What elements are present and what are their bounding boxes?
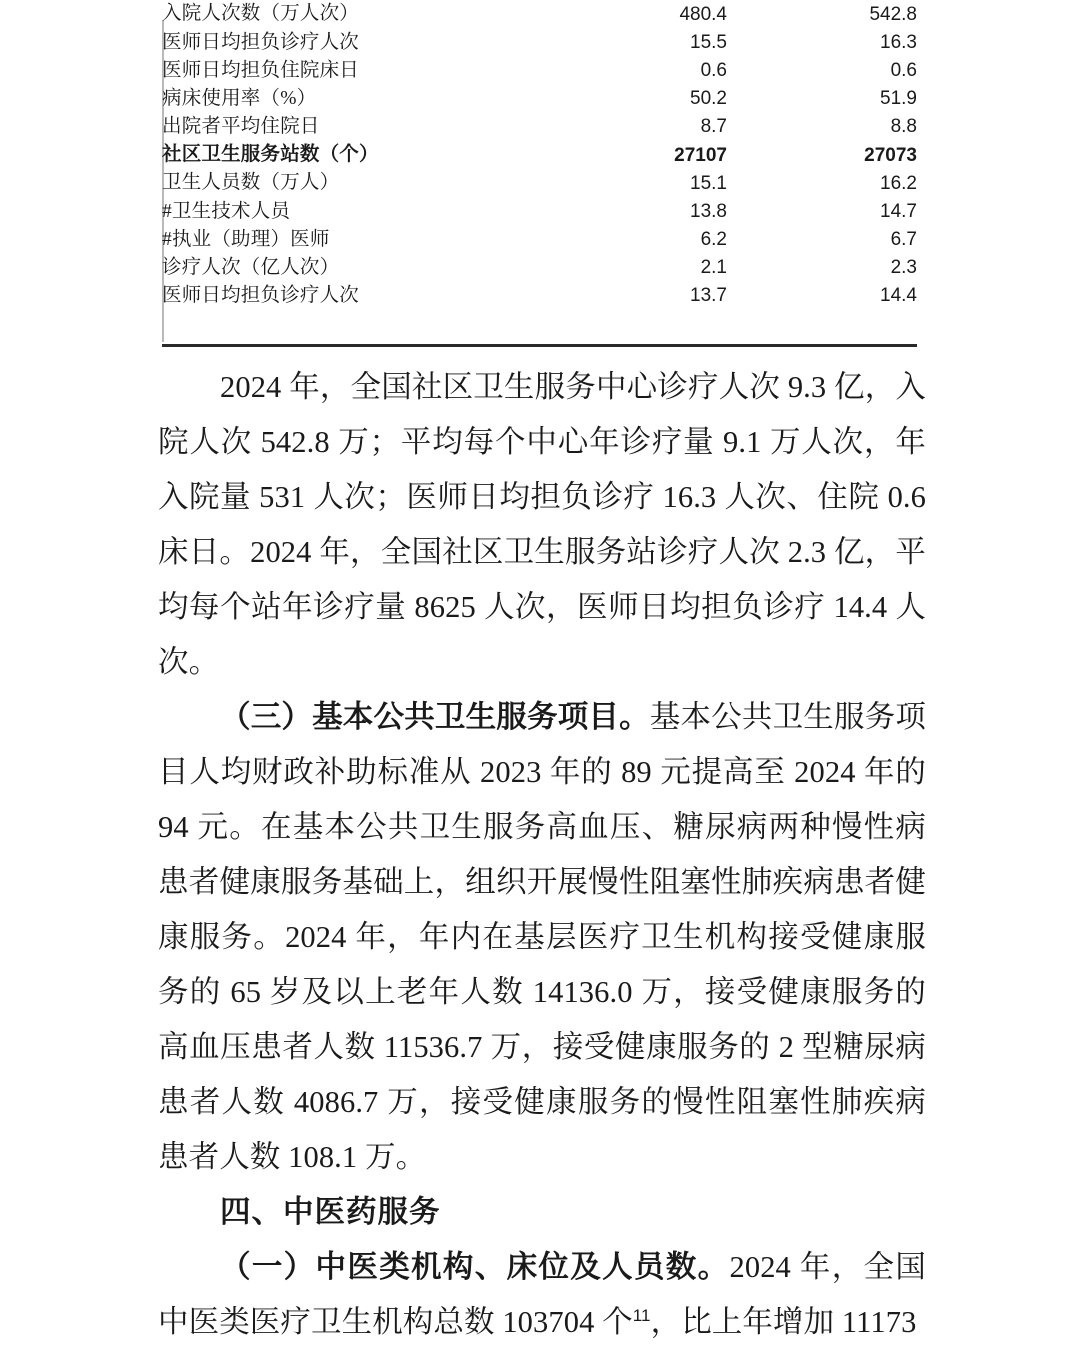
row-value-col1: 6.2 — [700, 229, 727, 251]
row-value-col2: 542.8 — [869, 3, 917, 25]
row-value-col1: 27107 — [674, 144, 727, 166]
table-row — [162, 28, 917, 56]
row-label: 卫生人员数（万人） — [162, 172, 340, 194]
row-label: 医师日均担负住院床日 — [162, 59, 360, 81]
table-row — [162, 0, 917, 28]
row-value-col2: 51.9 — [880, 88, 917, 110]
row-value-col1: 0.6 — [700, 59, 727, 81]
row-value-col2: 14.7 — [880, 200, 917, 222]
table-row — [162, 113, 917, 141]
row-value-col1: 2.1 — [700, 257, 727, 279]
row-value-col2: 27073 — [864, 144, 917, 166]
table-row — [162, 197, 917, 225]
table-row — [162, 85, 917, 113]
tcm-heading: （一）中医类机构、床位及人员数。 — [220, 1250, 730, 1284]
row-label: #卫生技术人员 — [162, 200, 291, 222]
row-label: 病床使用率（%） — [162, 87, 317, 109]
row-label: 出院者平均住院日 — [162, 116, 320, 138]
row-value-col2: 16.2 — [880, 172, 917, 194]
row-value-col1: 15.5 — [690, 31, 727, 53]
row-label: 医师日均担负诊疗人次 — [162, 31, 360, 53]
row-value-col1: 50.2 — [690, 88, 727, 110]
tcm-body: 2024 年，全国中医类医疗卫生机构总数 103704 个 — [158, 1250, 926, 1339]
row-value-col1: 13.8 — [690, 200, 727, 222]
section-heading-four: 四、中医药服务 — [220, 1195, 441, 1229]
paragraph-public-health — [158, 690, 926, 1185]
row-value-col2: 0.6 — [890, 59, 917, 81]
footnote-marker-11: 11 — [632, 1305, 651, 1325]
table-row — [162, 226, 917, 254]
public-health-heading: （三）基本公共卫生服务项目。 — [220, 700, 650, 734]
table-row-highlight — [162, 141, 917, 169]
row-value-col1: 480.4 — [679, 3, 727, 25]
community-health-statistics-table — [162, 0, 917, 310]
row-value-col2: 8.8 — [890, 116, 917, 138]
row-value-col2: 2.3 — [890, 257, 917, 279]
statistics-table-container — [162, 0, 917, 310]
paragraph-tcm-institutions — [158, 1240, 926, 1350]
row-label: 入院人次数（万人次） — [162, 3, 360, 25]
body-content — [158, 360, 926, 1350]
table-bottom-rule — [162, 344, 917, 347]
row-label: 医师日均担负诊疗人次 — [162, 285, 360, 307]
row-value-col1: 15.1 — [690, 172, 727, 194]
paragraph-community-summary: 2024 年，全国社区卫生服务中心诊疗人次 9.3 亿，入院人次 542.8 万；平均每个中心年诊疗量 9.1 万人次，年入院量 531 人次；医师日均担负诊疗 16.3 人次、住院 0.6 床日。2024 年，全国社区卫生服务站诊疗人次 2.3 亿，平均每个站年诊疗量 8625 人次，医师日均担负诊疗 14.4 人次。 — [158, 370, 926, 679]
row-value-col2: 6.7 — [890, 229, 917, 251]
tcm-body-tail: ，比上年增加 11173 — [650, 1305, 917, 1339]
public-health-body: 基本公共卫生服务项目人均财政补助标准从 2023 年的 89 元提高至 2024 年的 94 元。在基本公共卫生服务高血压、糖尿病两种慢性病患者健康服务基础上，组织开展慢性阻塞性肺疾病患者健康服务。2024 年，年内在基层医疗卫生机构接受健康服务的 65 岁及以上老年人数 14136.0 万，接受健康服务的高血压患者人数 11536.7 万，接受健康服务的 2 型糖尿病患者人数 4086.7 万，接受健康服务的慢性阻塞性肺疾病患者人数 108.1 万。 — [158, 700, 926, 1174]
row-value-col2: 14.4 — [880, 285, 917, 307]
table-row — [162, 282, 917, 310]
row-label: 诊疗人次（亿人次） — [162, 257, 340, 279]
table-row — [162, 56, 917, 84]
row-value-col1: 8.7 — [700, 116, 727, 138]
table-row — [162, 169, 917, 197]
table-row — [162, 254, 917, 282]
row-label: #执业（助理）医师 — [162, 228, 330, 250]
row-value-col2: 16.3 — [880, 31, 917, 53]
row-label: 社区卫生服务站数（个） — [162, 144, 379, 166]
row-value-col1: 13.7 — [690, 285, 727, 307]
table-body — [162, 0, 917, 310]
